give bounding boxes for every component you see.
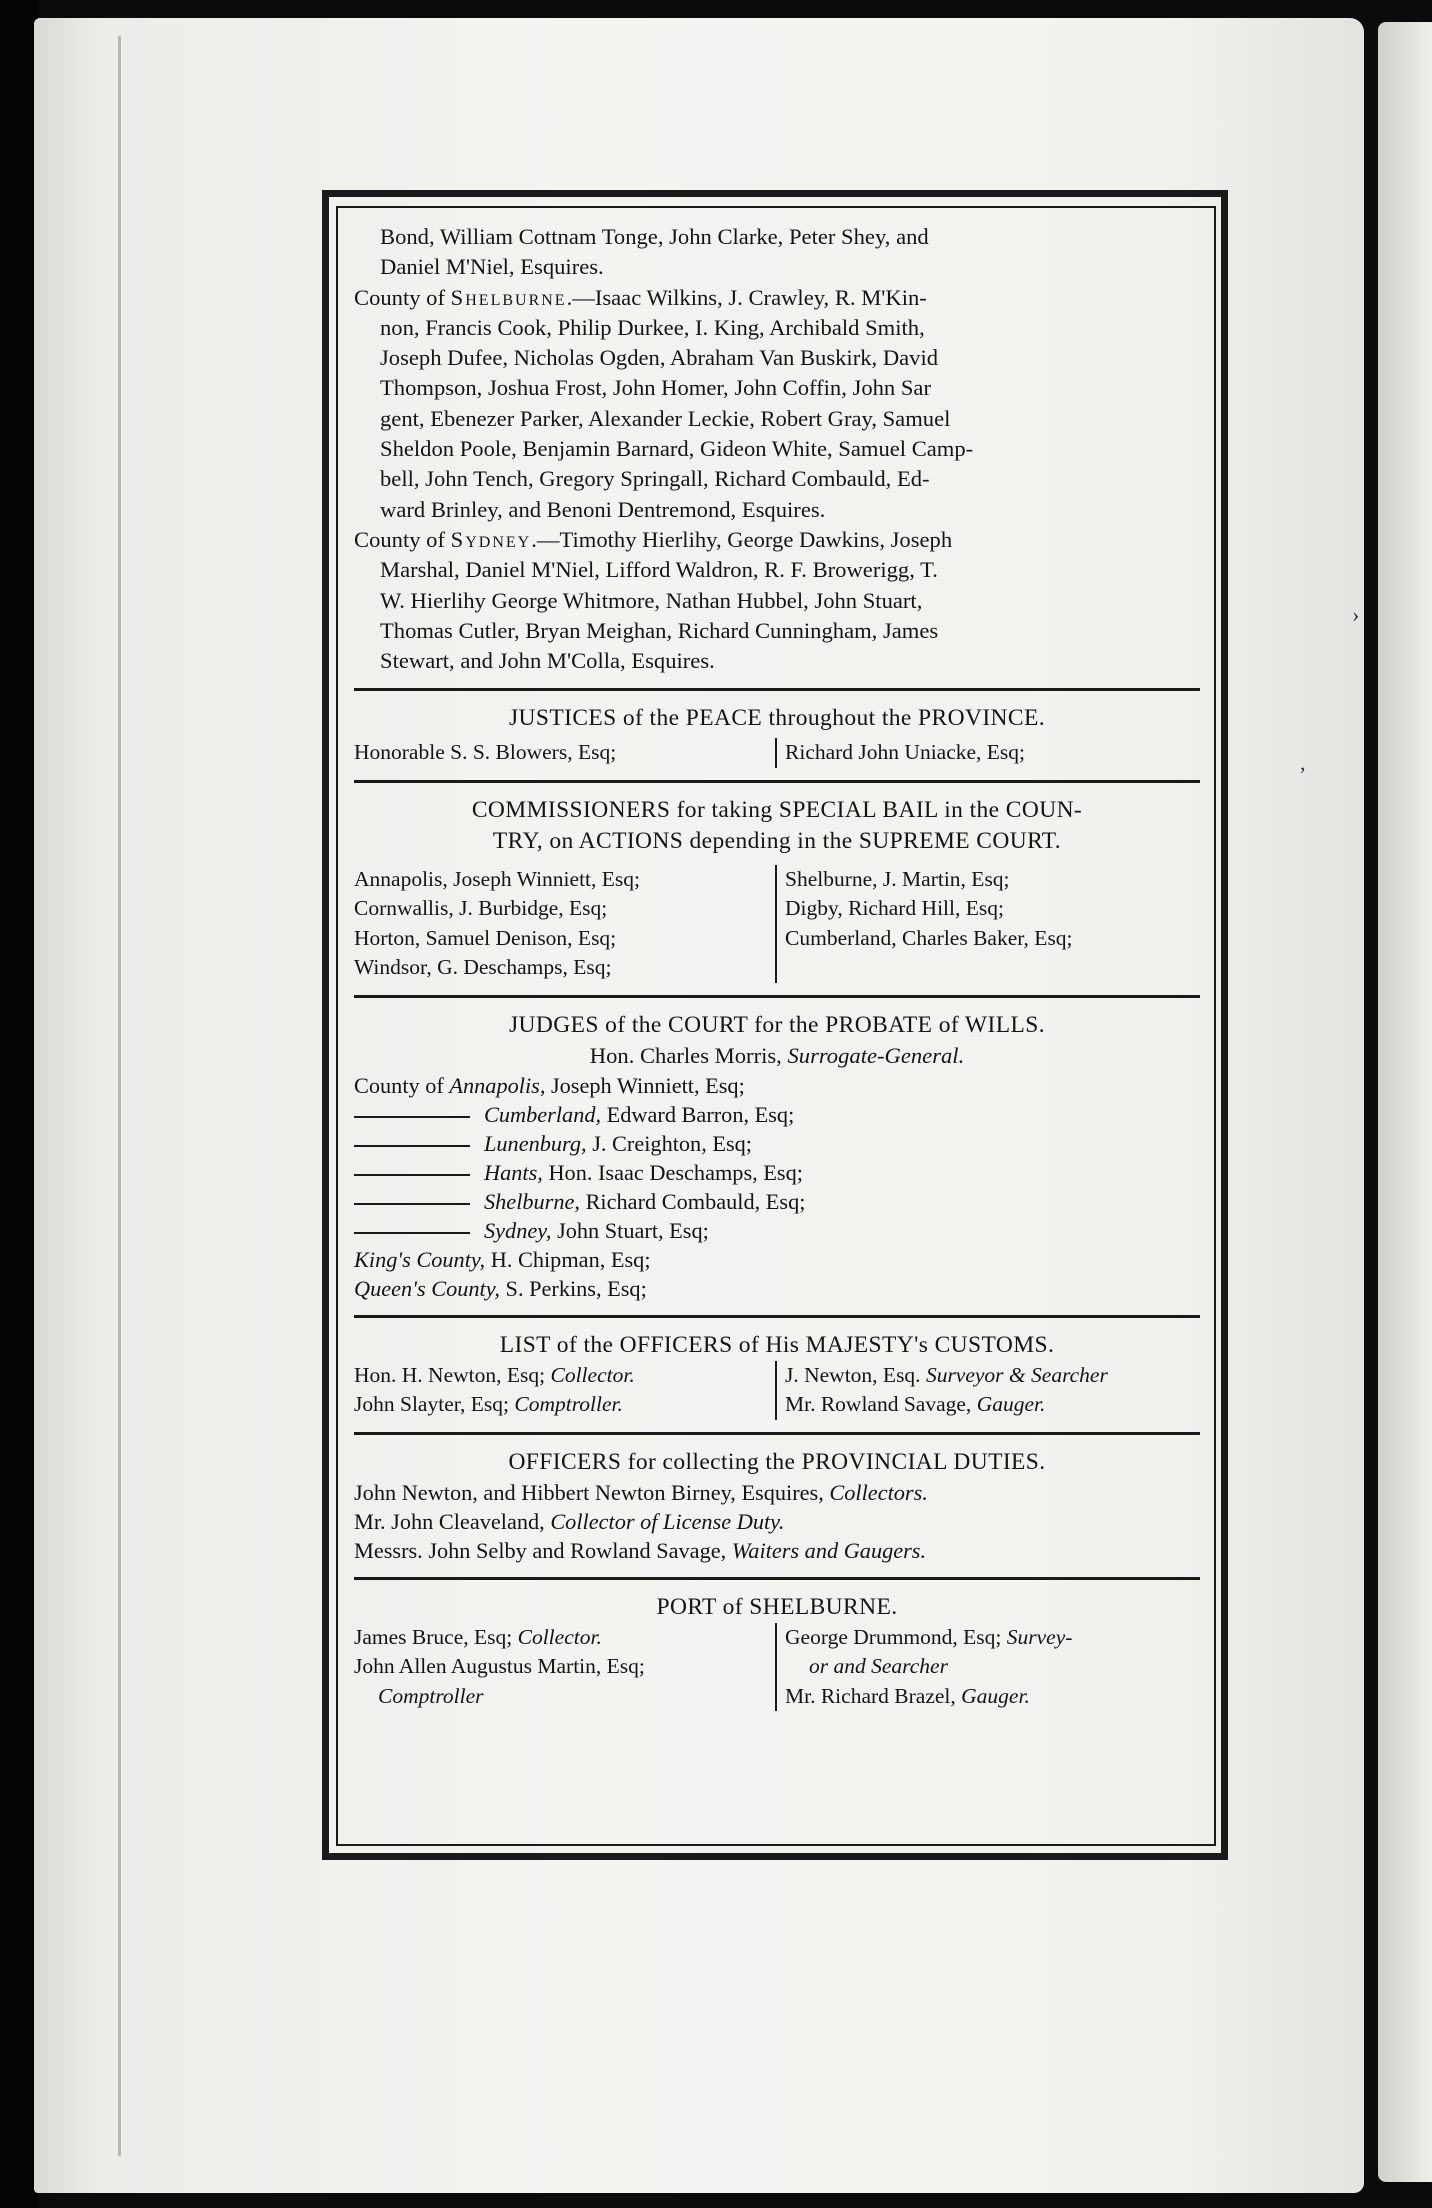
page-fold-line bbox=[118, 36, 121, 2156]
ditto-rule bbox=[354, 1174, 470, 1176]
names-line: non, Francis Cook, Philip Durkee, I. King, Archibald Smith, bbox=[380, 314, 925, 340]
officer-title: Surveyor & Searcher bbox=[925, 1362, 1108, 1387]
officer-title: Waiters and Gaugers. bbox=[731, 1537, 927, 1563]
commissioner-entry: Cumberland, Charles Baker, Esq; bbox=[785, 925, 1073, 950]
section-divider bbox=[354, 1315, 1200, 1318]
names-line: Joseph Dufee, Nicholas Ogden, Abraham Van Buskirk, David bbox=[380, 345, 939, 371]
probate-county: Lunenburg, bbox=[484, 1130, 587, 1156]
officer-name: J. Newton, Esq. bbox=[785, 1362, 921, 1387]
officer-title: Collector. bbox=[517, 1624, 602, 1649]
shelburne-port-section bbox=[354, 1592, 1200, 1712]
probate-county: Queen's County, bbox=[354, 1275, 500, 1301]
officer-name: John Allen Augustus Martin, Esq; bbox=[354, 1654, 645, 1679]
justice-left: Honorable S. S. Blowers, Esq; bbox=[354, 740, 617, 765]
names-line: bell, John Tench, Gregory Springall, Richard Combauld, Ed- bbox=[380, 466, 930, 492]
register-panel bbox=[336, 206, 1216, 1846]
customs-section bbox=[354, 1330, 1200, 1420]
county-prefix: County of bbox=[354, 1072, 444, 1098]
officer-name: Mr. Richard Brazel, bbox=[785, 1683, 956, 1708]
probate-row bbox=[354, 1129, 1200, 1158]
customs-left-column bbox=[354, 1361, 775, 1420]
officer-names: Mr. John Cleaveland, bbox=[354, 1508, 545, 1534]
probate-section bbox=[354, 1010, 1200, 1303]
commissioners-left-column bbox=[354, 865, 775, 983]
section-divider bbox=[354, 995, 1200, 998]
names-line: .—Isaac Wilkins, J. Crawley, R. M'Kin- bbox=[566, 284, 927, 310]
officer-name: Mr. Rowland Savage, bbox=[785, 1392, 972, 1417]
probate-row bbox=[354, 1071, 1200, 1100]
officer-name: James Bruce, Esq; bbox=[354, 1624, 513, 1649]
names-line: Thomas Cutler, Bryan Meighan, Richard Cunningham, James bbox=[380, 617, 939, 643]
probate-row bbox=[354, 1187, 1200, 1216]
probate-county: Shelburne, bbox=[484, 1188, 580, 1214]
customs-right-column bbox=[775, 1361, 1200, 1420]
section-heading: JUDGES of the COURT for the PROBATE of WILLS. bbox=[509, 1011, 1045, 1038]
names-line: ward Brinley, and Benoni Dentremond, Esquires. bbox=[380, 496, 826, 522]
section-heading: LIST of the OFFICERS of His MAJESTY's CUSTOMS. bbox=[499, 1331, 1055, 1358]
names-line: W. Hierlihy George Whitmore, Nathan Hubbel, John Stuart, bbox=[380, 587, 923, 613]
probate-county: Cumberland, bbox=[484, 1101, 602, 1127]
probate-county: King's County, bbox=[354, 1246, 486, 1272]
probate-judge: S. Perkins, Esq; bbox=[505, 1275, 647, 1301]
county-name: Shelburne bbox=[450, 284, 567, 310]
officer-names: John Newton, and Hibbert Newton Birney, Esquires, bbox=[354, 1479, 824, 1505]
justice-right: Richard John Uniacke, Esq; bbox=[775, 738, 1200, 768]
officer-names: Messrs. John Selby and Rowland Savage, bbox=[354, 1537, 727, 1563]
probate-judge: John Stuart, Esq; bbox=[557, 1217, 709, 1243]
section-divider bbox=[354, 1577, 1200, 1580]
officer-title: Gauger. bbox=[976, 1392, 1046, 1417]
surrogate-title: Surrogate-General. bbox=[787, 1042, 965, 1068]
probate-judge: Edward Barron, Esq; bbox=[606, 1101, 795, 1127]
county-prefix: County of bbox=[354, 284, 446, 310]
port-left-column bbox=[354, 1623, 775, 1712]
names-line: .—Timothy Hierlihy, George Dawkins, Joseph bbox=[531, 526, 953, 552]
commissioner-entry: Horton, Samuel Denison, Esq; bbox=[354, 925, 617, 950]
margin-mark: , bbox=[1300, 750, 1306, 775]
officer-name: John Slayter, Esq; bbox=[354, 1392, 510, 1417]
continuation-line: Daniel M'Niel, Esquires. bbox=[380, 254, 604, 280]
probate-row bbox=[354, 1216, 1200, 1245]
section-divider bbox=[354, 688, 1200, 691]
continuation-block bbox=[354, 222, 1200, 283]
names-line: gent, Ebenezer Parker, Alexander Leckie, Robert Gray, Samuel bbox=[380, 405, 951, 431]
section-heading: PORT of SHELBURNE. bbox=[656, 1593, 898, 1620]
margin-mark: › bbox=[1352, 602, 1360, 627]
ditto-rule bbox=[354, 1203, 470, 1205]
port-right-column bbox=[775, 1623, 1200, 1712]
names-line: Stewart, and John M'Colla, Esquires. bbox=[380, 648, 715, 674]
probate-row bbox=[354, 1158, 1200, 1187]
officer-name: Hon. H. Newton, Esq; bbox=[354, 1362, 546, 1387]
commissioner-entry: Digby, Richard Hill, Esq; bbox=[785, 896, 1004, 921]
officer-title: Collector of License Duty. bbox=[550, 1508, 785, 1534]
probate-county: Sydney, bbox=[484, 1217, 552, 1243]
county-prefix: County of bbox=[354, 526, 446, 552]
probate-row bbox=[354, 1274, 1200, 1303]
commissioner-entry: Windsor, G. Deschamps, Esq; bbox=[354, 955, 612, 980]
officer-name: George Drummond, Esq; bbox=[785, 1624, 1002, 1649]
probate-judge: Joseph Winniett, Esq; bbox=[550, 1072, 745, 1098]
adjacent-page-edge bbox=[1378, 22, 1432, 2182]
probate-judge: Hon. Isaac Deschamps, Esq; bbox=[548, 1159, 803, 1185]
commissioner-entry: Cornwallis, J. Burbidge, Esq; bbox=[354, 896, 608, 921]
probate-judge: J. Creighton, Esq; bbox=[592, 1130, 752, 1156]
officer-title: Comptroller. bbox=[514, 1392, 623, 1417]
ditto-rule bbox=[354, 1232, 470, 1234]
ditto-rule bbox=[354, 1116, 470, 1118]
commissioner-entry: Shelburne, J. Martin, Esq; bbox=[785, 866, 1010, 891]
commissioners-section bbox=[354, 795, 1200, 983]
officer-title: Comptroller bbox=[378, 1683, 484, 1708]
section-heading-continued: TRY, on ACTIONS depending in the SUPREME COURT. bbox=[492, 827, 1062, 854]
probate-judge: H. Chipman, Esq; bbox=[490, 1246, 651, 1272]
sydney-county-block bbox=[354, 525, 1200, 676]
officer-title: Gauger. bbox=[961, 1683, 1030, 1708]
probate-row bbox=[354, 1245, 1200, 1274]
section-heading: COMMISSIONERS for taking SPECIAL BAIL in the COUN- bbox=[471, 796, 1083, 823]
officer-title: Collector. bbox=[550, 1362, 635, 1387]
officer-title: Collectors. bbox=[829, 1479, 928, 1505]
justices-section bbox=[354, 703, 1200, 768]
officer-title: Survey- bbox=[1006, 1624, 1073, 1649]
commissioner-entry: Annapolis, Joseph Winniett, Esq; bbox=[354, 866, 640, 891]
probate-judge: Richard Combauld, Esq; bbox=[585, 1188, 806, 1214]
continuation-line: Bond, William Cottnam Tonge, John Clarke, Peter Shey, and bbox=[380, 224, 929, 249]
shelburne-county-block bbox=[354, 283, 1200, 525]
surrogate-name: Hon. Charles Morris, bbox=[589, 1042, 782, 1068]
names-line: Thompson, Joshua Frost, John Homer, John Coffin, John Sar bbox=[380, 375, 931, 401]
commissioners-right-column bbox=[775, 865, 1200, 983]
probate-county: Annapolis, bbox=[449, 1072, 546, 1098]
probate-row bbox=[354, 1100, 1200, 1129]
duties-section bbox=[354, 1447, 1200, 1565]
probate-county: Hants, bbox=[484, 1159, 543, 1185]
spread-gutter-left bbox=[0, 0, 38, 2208]
section-divider bbox=[354, 780, 1200, 783]
ditto-rule bbox=[354, 1145, 470, 1147]
names-line: Marshal, Daniel M'Niel, Lifford Waldron, R. F. Browerigg, T. bbox=[380, 557, 938, 583]
names-line: Sheldon Poole, Benjamin Barnard, Gideon White, Samuel Camp- bbox=[380, 436, 974, 462]
section-heading: JUSTICES of the PEACE throughout the PROVINCE. bbox=[508, 705, 1046, 732]
section-divider bbox=[354, 1432, 1200, 1435]
county-name: Sydney bbox=[450, 526, 532, 552]
officer-title-continued: or and Searcher bbox=[809, 1654, 948, 1679]
section-heading: OFFICERS for collecting the PROVINCIAL DUTIES. bbox=[508, 1448, 1046, 1475]
